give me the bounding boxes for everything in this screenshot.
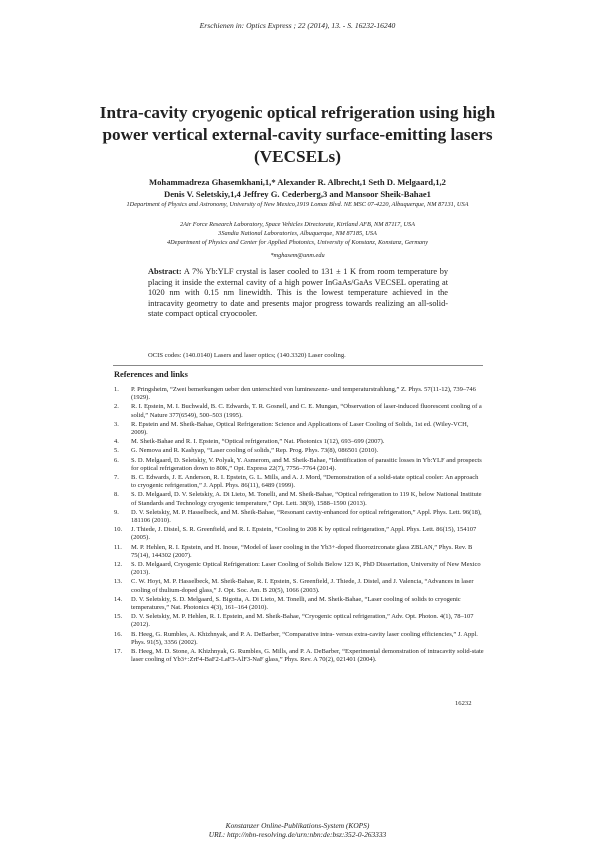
page-number: 16232 [455,700,472,707]
reference-item [114,544,484,560]
affiliation-1: 1Department of Physics and Astronomy, University of New Mexico,1919 Lomas Blvd. NE MSC 07-4220, Albuquerque, NM 87131, USA [126,201,469,208]
reference-item [114,596,484,612]
reference-item [114,386,484,402]
reference-text: B. C. Edwards, J. E. Anderson, R. I. Epstein, G. L. Mills, and A. J. Mord, “Demonstration of a solid-state optical cooler: An approach to cryogenic refrigeration,” J. Appl. Phys. 86(11), 6489 (1999). [131,474,479,490]
reference-item [114,457,484,473]
reference-number: 16. [114,630,123,638]
reference-item [114,491,484,507]
reference-text: C. W. Hoyt, M. P. Hasselbeck, M. Sheik-Bahae, R. I. Epstein, S. Greenfield, J. Thiede, J. Distel, and J. Valencia, “Advances in laser cooling of thulium-doped glass,” J. Opt. Soc. Am. B 20(5), 1066 (2003). [131,578,474,594]
reference-text: R. Epstein and M. Sheik-Bahae, Optical Refrigeration: Science and Applications of Laser Cooling of Solids, 1st ed. (Wiley-VCH, 2009). [131,420,469,437]
ocis-codes: OCIS codes: (140.0140) Lasers and laser optics; (140.3320) Laser cooling. [148,352,346,359]
reference-number: 12. [114,561,123,569]
reference-text: B. Heeg, M. D. Stone, A. Khizhnyak, G. Rumbles, G. Mills, and P. A. DeBarber, “Experimental demonstration of intracavity solid-state laser cooling of Yb3+:ZrF4-BaF2-LaF3-AlF3-NaF glass,” Phys. Rev. A 70(2), 021401 (2004). [131,648,484,664]
reference-number: 11. [114,543,122,551]
reference-number: 9. [114,508,119,516]
reference-text: G. Nemova and R. Kashyap, “Laser cooling of solids,” Rep. Prog. Phys. 73(8), 086501 (2010). [131,447,379,455]
reference-text: M. P. Hehlen, R. I. Epstein, and H. Inoue, “Model of laser cooling in the Yb3+-doped fluorozirconate glass ZBLAN,” Phys. Rev. B 75(14), 144302 (2007). [131,543,473,559]
abstract [148,267,448,320]
reference-number: 8. [114,491,119,499]
authors-line-1: Mohammadreza Ghasemkhani,1,* Alexander R. Albrecht,1 Seth D. Melgaard,1,2 [149,177,446,187]
reference-number: 10. [114,526,123,534]
reference-text: D. V. Seletskiy, M. P. Hasselbeck, and M. Sheik-Bahae, “Resonant cavity-enhanced for optical refrigeration,” Appl. Phys. Lett. 96(18), 181106 (2010). [131,508,482,525]
reference-text: B. Heeg, G. Rumbles, A. Khizhnyak, and P. A. DeBarber, “Comparative intra- versus extra-cavity laser cooling efficiencies,” J. Appl. Phys. 91(5), 3356 (2002). [131,630,478,646]
reference-text: D. V. Seletskiy, S. D. Melgaard, S. Bigotta, A. Di Lieto, M. Tonelli, and M. Sheik-Bahae, “Laser cooling of solids to cryogenic temperatures,” Nat. Photonics 4(3), 161–164 (2010). [131,595,461,612]
authors-line-2: Denis V. Seletskiy,1,4 Jeffrey G. Cederberg,3 and Mansoor Sheik-Bahae1 [164,189,431,199]
abstract-text: A 7% Yb:YLF crystal is laser cooled to 131 ± 1 K from room temperature by placing it inside the external cavity of a high power InGaAs/GaAs VECSEL operating at 1020 nm with 0.15 nm linewidth. This is the lowest temperature achieved in the intracavity geometry to date and presents major progress towards realizing an all-solid-state compact optical cryocooler. [148,267,449,319]
reference-item [114,561,484,577]
reference-text: S. D. Melgaard, Cryogenic Optical Refrigeration: Laser Cooling of Solids Below 123 K, PhD Dissertation, University of New Mexico (2013). [131,561,481,577]
reference-item [114,447,484,455]
reference-text: M. Sheik-Bahae and R. I. Epstein, “Optical refrigeration,” Nat. Photonics 1(12), 693–699 (2007). [131,438,385,446]
reference-number: 13. [114,578,123,586]
corresponding-email[interactable]: *mghasem@unm.edu [270,252,325,259]
reference-item [114,438,484,446]
reference-text: R. I. Epstein, M. I. Buchwald, B. C. Edwards, T. R. Gosnell, and C. E. Mungan, “Observation of laser-induced fluorescent cooling of a solid,” Nature 377(6549), 500–503 (1995). [131,403,482,419]
reference-number: 4. [114,438,119,446]
reference-list [114,386,484,666]
publication-line: Erschienen in: Optics Express ; 22 (2014), 13. - S. 16232-16240 [199,21,396,30]
reference-item [114,421,484,437]
reference-item [114,578,484,594]
affiliation-3: 3Sandia National Laboratories, Albuquerque, NM 87185, USA [218,230,377,237]
footer-url[interactable]: URL: http://nbn-resolving.de/urn:nbn:de:bsz:352-0-263333 [208,829,387,839]
reference-number: 7. [114,474,119,482]
footer-repository: Konstanzer Online-Publikations-System (KOPS) [225,821,370,830]
footer [0,822,595,839]
affiliation-2: 2Air Force Research Laboratory, Space Vehicles Directorate, Kirtland AFB, NM 87117, USA [180,221,415,228]
author-list [70,176,525,200]
references-heading: References and links [114,370,188,379]
reference-number: 2. [114,403,119,411]
reference-text: D. V. Seletskiy, M. P. Hehlen, R. I. Epstein, and M. Sheik-Bahae, “Cryogenic optical refrigeration,” Adv. Opt. Photon. 4(1), 78–107 (2012). [131,613,474,629]
reference-number: 1. [114,386,119,393]
reference-number: 3. [114,420,119,428]
reference-text: P. Pringsheim, “Zwei bemerkungen ueber den unterschied von lumineszenz- und temperaturstrahlung,” Z. Phys. 57(11-12), 739–746 (1929). [131,386,476,402]
reference-number: 14. [114,595,123,603]
reference-item [114,403,484,419]
reference-number: 17. [114,648,123,656]
reference-number: 15. [114,613,123,621]
affiliation-4: 4Department of Physics and Center for Applied Photonics, University of Konstanz, Konstanz, Germany [166,239,428,246]
section-divider [113,365,483,366]
reference-text: S. D. Melgaard, D. Seletskiy, V. Polyak, Y. Asmerom, and M. Sheik-Bahae, “Identification of parasitic losses in Yb:YLF and prospects for optical refrigeration down to 80K,” Opt. Express 22(7), 7756–7764 (2014). [131,456,482,472]
paper-title: Intra-cavity cryogenic optical refrigeration using high power vertical external-cavity surface-emitting lasers (VECSELs) [99,103,496,166]
reference-item [114,648,484,664]
reference-item [114,613,484,629]
reference-item [114,509,484,525]
reference-number: 6. [114,456,119,464]
reference-number: 5. [114,447,119,455]
reference-item [114,474,484,490]
reference-text: J. Thiede, J. Distel, S. R. Greenfield, and R. I. Epstein, “Cooling to 208 K by optical refrigeration,” Appl. Phys. Lett. 86(15), 154107 (2005). [131,526,477,542]
reference-item [114,631,484,647]
reference-text: S. D. Melgaard, D. V. Seletskiy, A. Di Lieto, M. Tonelli, and M. Sheik-Bahae, “Optical refrigeration to 119 K, below National Institute of Standards and Technology cryogenic temperature,” Opt. Lett. 38(9), 1588–1590 (2013). [131,491,482,507]
reference-item [114,526,484,542]
abstract-label: Abstract: [148,267,182,276]
